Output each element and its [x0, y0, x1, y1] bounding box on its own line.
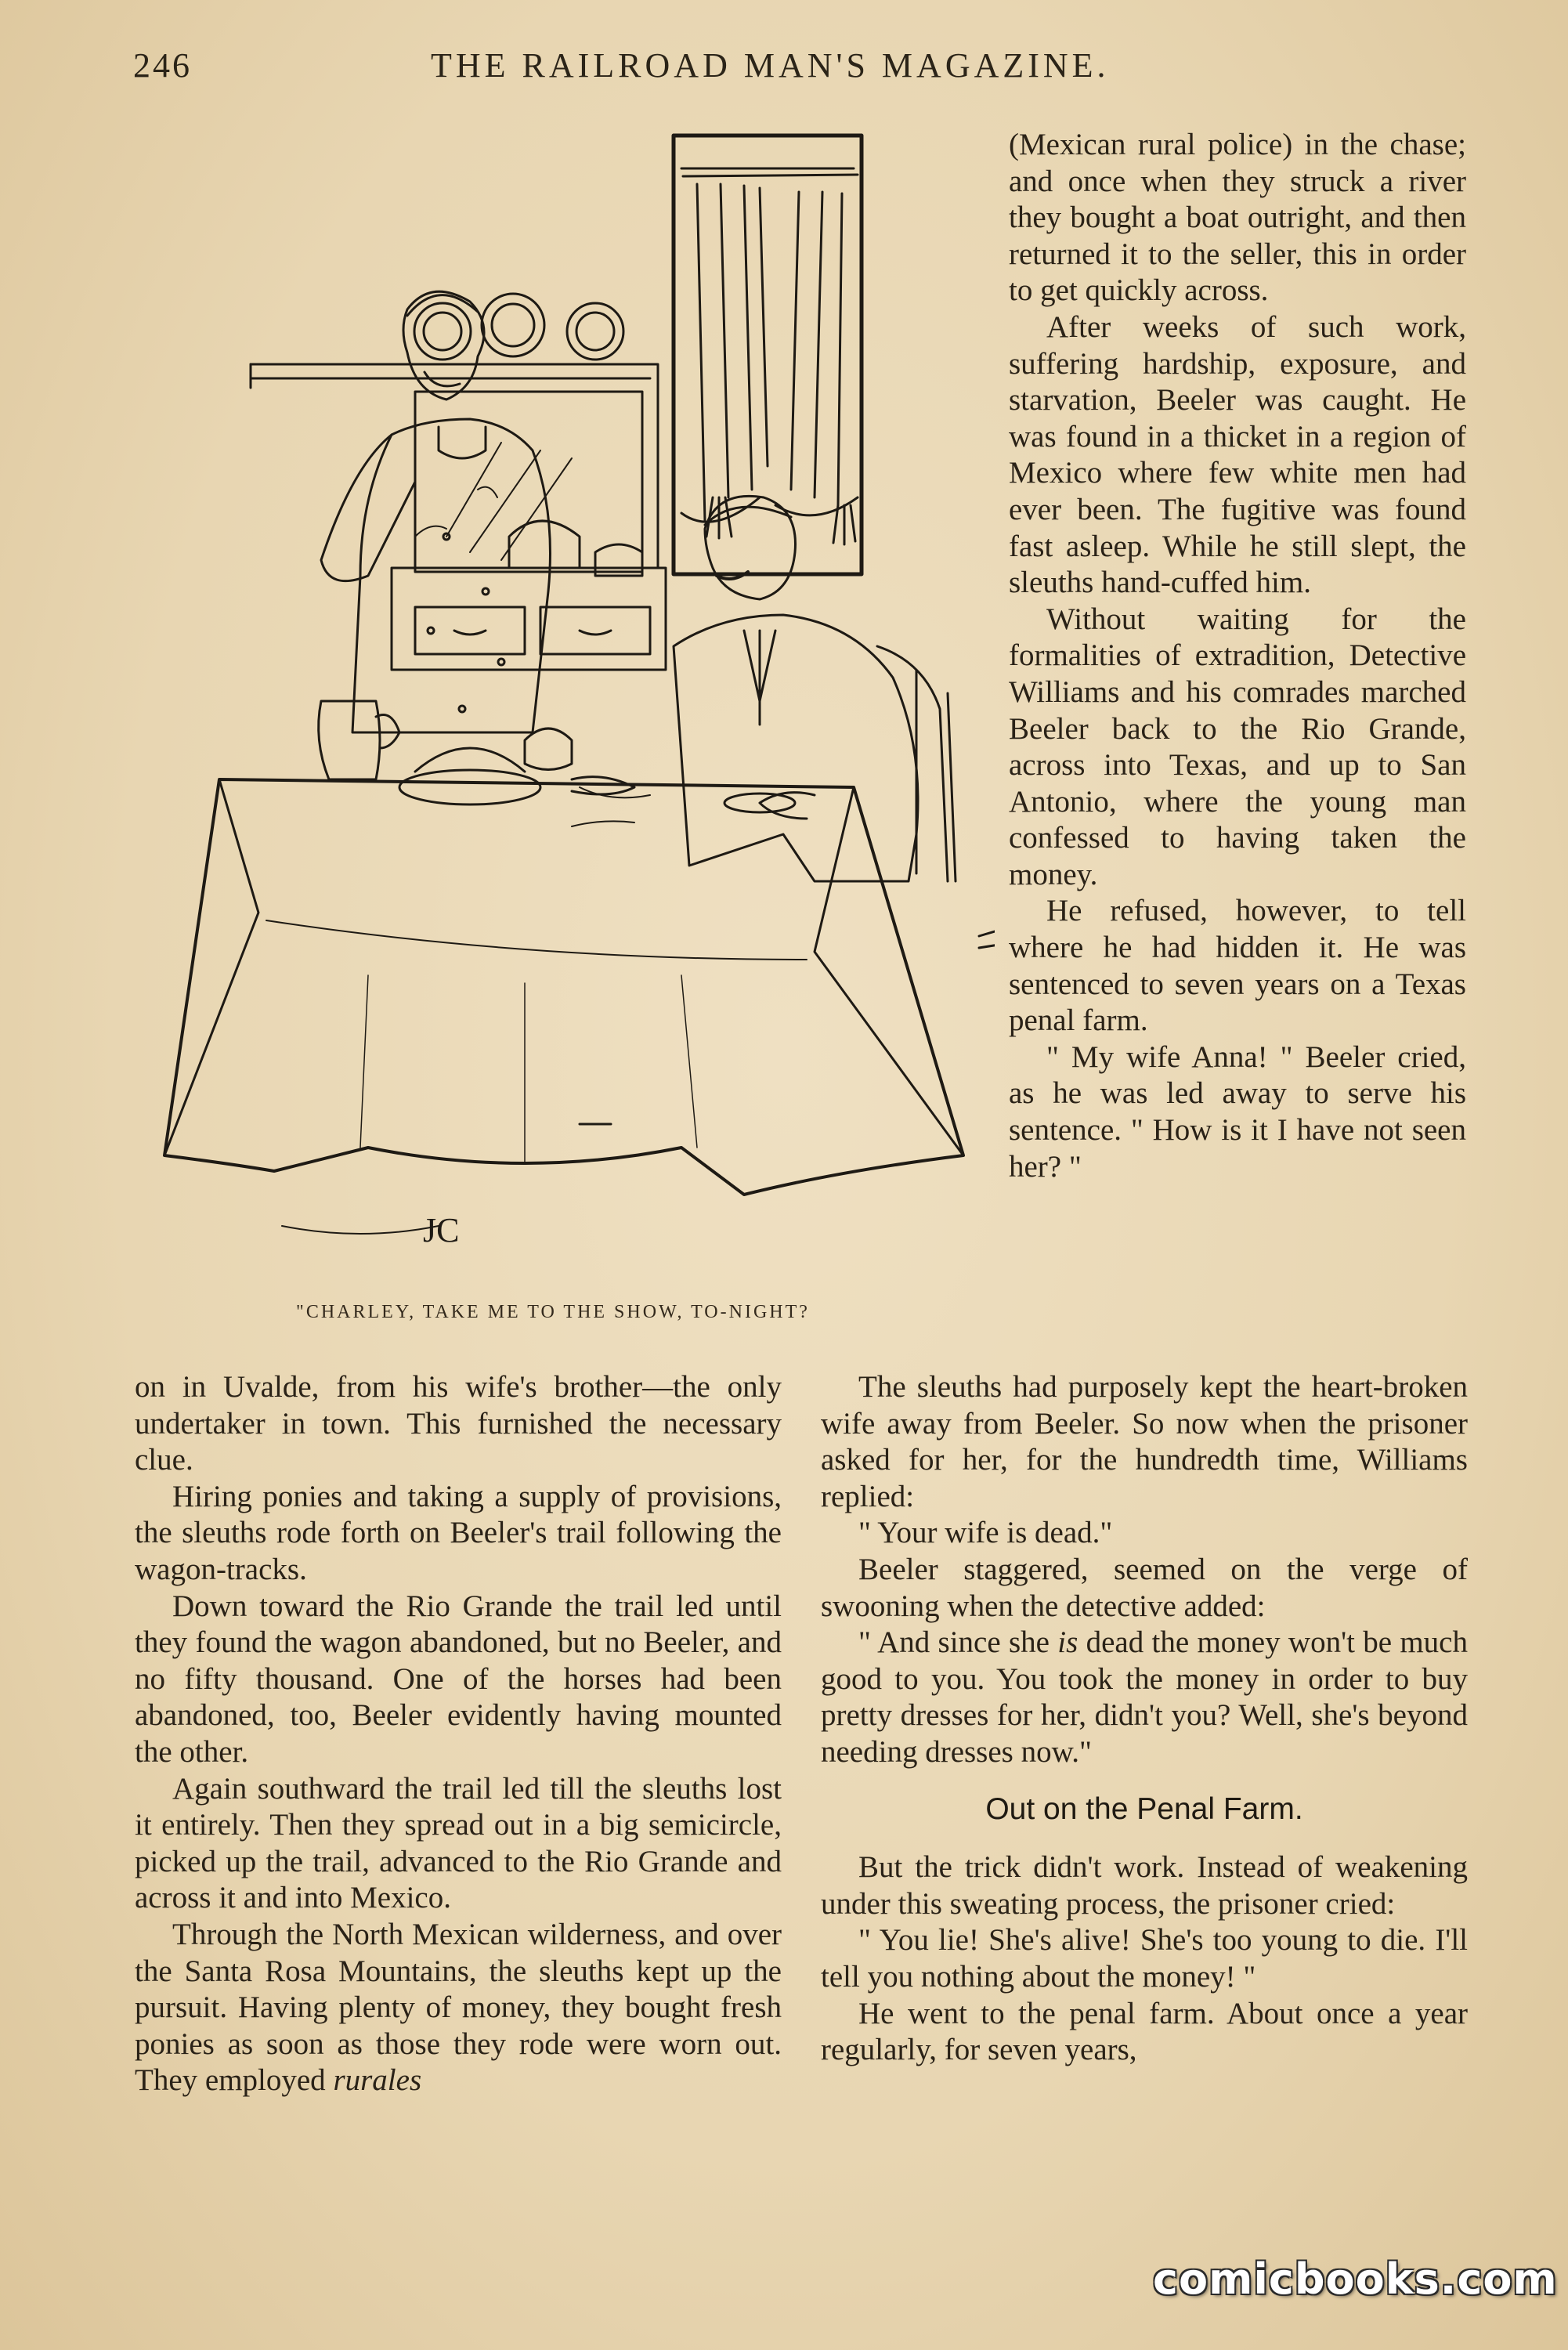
paragraph: Down toward the Rio Grande the trail led until they found the wagon abandoned, but no Beeler, and no fifty thousand. One of the horses had been abandoned, too, Beeler evidently having mounted the other.	[135, 1589, 782, 1769]
italic-word: rurales	[333, 2063, 422, 2098]
column-right	[821, 1369, 1468, 2069]
paragraph-text: Through the North Mexican wilderness, and over the Santa Rosa Mountains, the sleuths kept up the pursuit. Having plenty of money, they bought fresh ponies as soon as those they rode were worn out. They employed	[135, 1917, 782, 2098]
paragraph: Without waiting for the formalities of extradition, Detective Williams and his comrades marched Beeler back to the Rio Grande, across into Texas, and up to San Antonio, where the young man confessed to having taken the money.	[1009, 602, 1466, 891]
section-heading: Out on the Penal Farm.	[985, 1791, 1303, 1826]
column-left	[135, 1369, 782, 2099]
column-top-right	[1009, 127, 1466, 1185]
watermark-logo: comicbooks.com	[1153, 2254, 1558, 2304]
paragraph: " You lie! She's alive! She's too young to die. I'll tell you nothing about the money! "	[821, 1923, 1468, 1994]
paragraph: The sleuths had purposely kept the heart-broken wife away from Beeler. So now when the prisoner asked for her, for the hundredth time, Williams replied:	[821, 1370, 1468, 1513]
paragraph-quote	[821, 1625, 1468, 1770]
paragraph: (Mexican rural police) in the chase; and once when they struck a river they bought a boat outright, and then returned it to the seller, this in order to get quickly across.	[1009, 128, 1466, 308]
quote-text: dead the money won't be much good to you. You took the money in order to buy pretty dresses for her, didn't you? Well, she's beyond needing dresses now."	[821, 1625, 1468, 1769]
quote-text: " And since she	[858, 1625, 1058, 1660]
paragraph: Hiring ponies and taking a supply of provisions, the sleuths rode forth on Beeler's trail following the wagon-tracks.	[135, 1479, 782, 1586]
paragraph: But the trick didn't work. Instead of weakening under this sweating process, the prisoner cried:	[821, 1850, 1468, 1921]
page-number: 246	[133, 46, 192, 85]
illustration-breakfast-scene	[133, 129, 995, 1273]
magazine-title: THE RAILROAD MAN'S MAGAZINE.	[431, 46, 1110, 85]
italic-word: is	[1057, 1625, 1078, 1660]
paragraph: on in Uvalde, from his wife's brother—the only undertaker in town. This furnished the necessary clue.	[135, 1370, 782, 1477]
illustration-signature: JC	[423, 1211, 460, 1249]
paragraph: " Your wife is dead."	[858, 1516, 1113, 1550]
paragraph: After weeks of such work, suffering hardship, exposure, and starvation, Beeler was caught. He was found in a thicket in a region of Mexico where few white men had ever been. The fugitive was found fast asleep. While he still slept, the sleuths hand-cuffed him.	[1009, 309, 1466, 600]
page-header	[133, 45, 1465, 92]
paragraph: He went to the penal farm. About once a year regularly, for seven years,	[821, 1996, 1468, 2067]
paragraph: He refused, however, to tell where he had hidden it. He was sentenced to seven years on a Texas penal farm.	[1009, 894, 1466, 1038]
paragraph: Again southward the trail led till the sleuths lost it entirely. Then they spread out in a big semicircle, picked up the trail, advanced to the Rio Grande and across it and into Mexico.	[135, 1771, 782, 1915]
paragraph: Beeler staggered, seemed on the verge of swooning when the detective added:	[821, 1552, 1468, 1623]
paragraph: " My wife Anna! " Beeler cried, as he was led away to serve his sentence. " How is it I have not seen her? "	[1009, 1039, 1466, 1184]
paragraph-with-italic	[135, 1917, 782, 2099]
illustration-caption: "CHARLEY, TAKE ME TO THE SHOW, TO-NIGHT?	[296, 1302, 810, 1322]
